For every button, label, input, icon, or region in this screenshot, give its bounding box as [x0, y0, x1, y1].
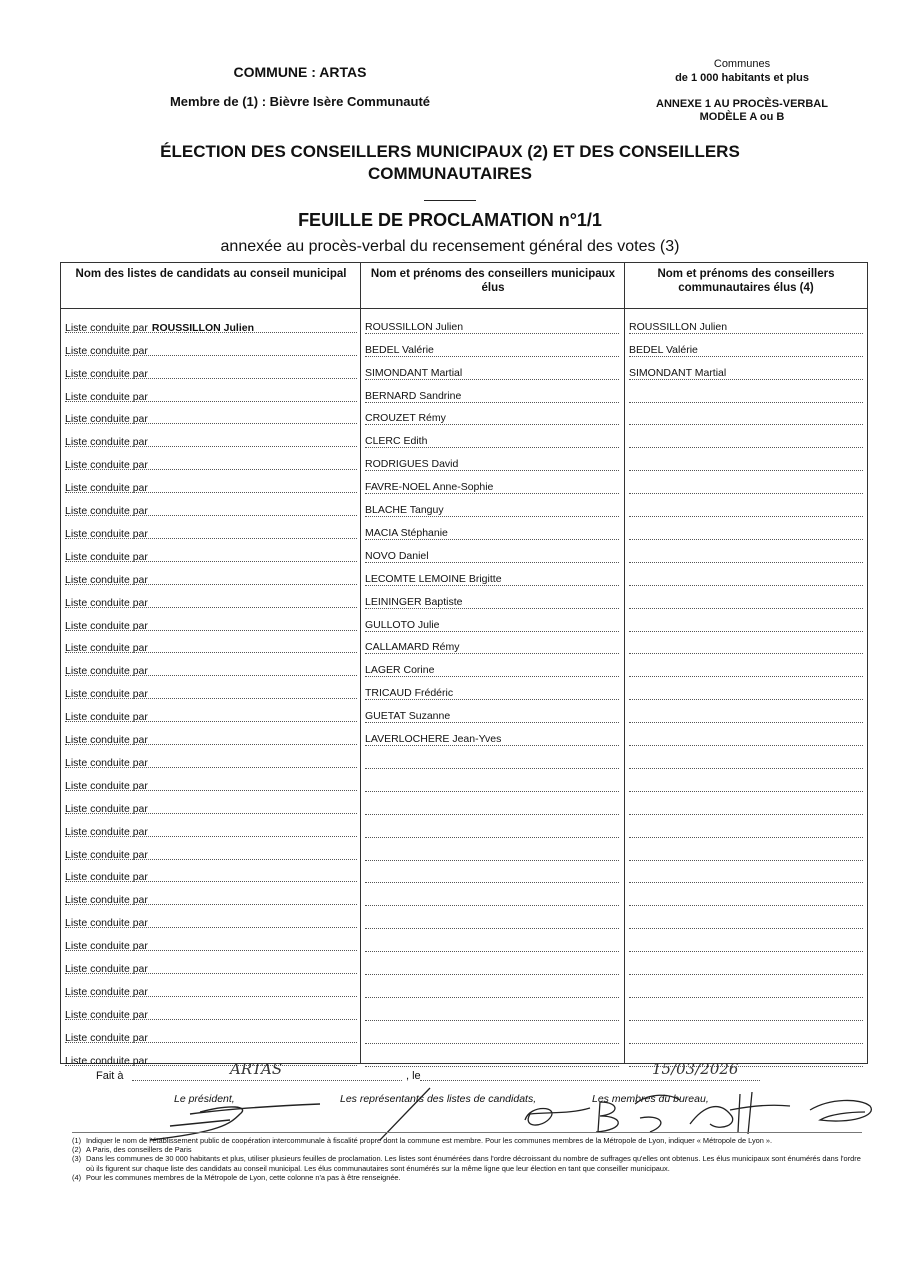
community-councillor-cell	[629, 1043, 863, 1044]
municipal-councillor-cell	[365, 1020, 619, 1021]
list-leader-cell	[65, 917, 357, 929]
table-row	[61, 336, 867, 359]
community-councillor-cell	[629, 1020, 863, 1021]
list-leader-cell	[65, 963, 357, 975]
list-leader-cell	[65, 528, 357, 540]
municipal-councillor-cell: LAVERLOCHERE Jean-Yves	[365, 733, 619, 746]
community-councillor-cell	[629, 928, 863, 929]
municipal-councillor-cell: CALLAMARD Rémy	[365, 641, 619, 654]
table-row	[61, 588, 867, 611]
footnote-text: Indiquer le nom de l'établissement public de coopération intercommunale à fiscalité propre dont la commune est membre. Pour les communes membres de la Métropole de Lyon, indiquer « Métropole de Lyon ».	[86, 1136, 773, 1145]
list-leader-cell	[65, 780, 357, 792]
list-leader-cell	[65, 871, 357, 883]
bureau-signatures	[525, 1092, 871, 1134]
list-leader-label: Liste conduite par	[65, 848, 148, 861]
list-leader-cell	[65, 826, 357, 838]
list-leader-label: Liste conduite par	[65, 871, 148, 884]
list-leader-cell	[65, 459, 357, 471]
list-leader-label: Liste conduite par	[65, 459, 148, 472]
footnote-number: (4)	[72, 1172, 82, 1182]
list-leader-name: ROUSSILLON Julien	[151, 321, 254, 334]
municipal-councillor-cell: NOVO Daniel	[365, 550, 619, 563]
feuille-title: FEUILLE DE PROCLAMATION n°1/1	[298, 210, 602, 230]
community-councillor-cell	[629, 722, 863, 723]
table-row	[61, 657, 867, 680]
list-leader-cell	[65, 551, 357, 563]
municipal-councillor-cell: GUETAT Suzanne	[365, 710, 619, 723]
list-leader-label: Liste conduite par	[65, 711, 148, 724]
list-leader-label: Liste conduite par	[65, 1008, 148, 1021]
community-councillor-cell	[629, 631, 863, 632]
table-row	[61, 473, 867, 496]
municipal-councillor-cell	[365, 928, 619, 929]
list-leader-cell	[65, 940, 357, 952]
municipal-councillor-cell: LAGER Corine	[365, 664, 619, 677]
list-leader-cell	[65, 345, 357, 357]
footnote-number: (3)	[72, 1154, 82, 1164]
municipal-councillor-cell: LECOMTE LEMOINE Brigitte	[365, 573, 619, 586]
table-row	[61, 382, 867, 405]
municipal-councillor-cell	[365, 882, 619, 883]
document-title-line2: COMMUNAUTAIRES	[367, 164, 532, 183]
municipal-councillor-cell: ROUSSILLON Julien	[365, 321, 619, 334]
table-row	[61, 908, 867, 931]
table-row	[61, 886, 867, 909]
community-councillor-cell	[629, 402, 863, 403]
community-councillor-cell	[629, 447, 863, 448]
community-councillor-cell	[629, 814, 863, 815]
municipal-councillor-cell	[365, 814, 619, 815]
table-row	[61, 1023, 867, 1046]
list-leader-label: Liste conduite par	[65, 825, 148, 838]
list-leader-label: Liste conduite par	[65, 413, 148, 426]
municipal-councillor-cell: FAVRE-NOEL Anne-Sophie	[365, 481, 619, 494]
municipal-councillor-cell: GULLOTO Julie	[365, 619, 619, 632]
community-councillor-cell	[629, 470, 863, 471]
list-leader-cell	[65, 849, 357, 861]
list-leader-cell	[65, 665, 357, 677]
header-communautaires: Nom et prénoms des conseillers communautaires élus (4)	[657, 268, 835, 294]
list-leader-label: Liste conduite par	[65, 596, 148, 609]
community-councillor-cell	[629, 562, 863, 563]
president-signature	[150, 1104, 320, 1140]
list-leader-cell	[65, 413, 357, 425]
annexe-label: ANNEXE 1 AU PROCÈS-VERBAL	[656, 98, 828, 110]
list-leader-label: Liste conduite par	[65, 779, 148, 792]
list-leader-label: Liste conduite par	[65, 756, 148, 769]
municipal-councillor-cell: CROUZET Rémy	[365, 412, 619, 425]
community-councillor-cell	[629, 974, 863, 975]
membres-bureau-label: Les membres du bureau,	[592, 1093, 709, 1105]
list-leader-label: Liste conduite par	[65, 619, 148, 632]
representants-label: Les représentants des listes de candidats,	[340, 1093, 537, 1105]
municipal-councillor-cell: TRICAUD Frédéric	[365, 687, 619, 700]
list-leader-cell	[65, 757, 357, 769]
list-leader-label: Liste conduite par	[65, 527, 148, 540]
list-leader-label: Liste conduite par	[65, 573, 148, 586]
list-leader-cell	[65, 688, 357, 700]
municipal-councillor-cell: BEDEL Valérie	[365, 344, 619, 357]
municipal-councillor-cell	[365, 860, 619, 861]
membre-epci: Membre de (1) : Bièvre Isère Communauté	[169, 94, 431, 109]
list-leader-cell	[65, 482, 357, 494]
table-row	[61, 405, 867, 428]
table-row	[61, 634, 867, 657]
table-row	[61, 313, 867, 336]
municipal-councillor-cell	[365, 974, 619, 975]
community-councillor-cell	[629, 676, 863, 677]
municipal-councillor-cell: CLERC Edith	[365, 435, 619, 448]
list-leader-label: Liste conduite par	[65, 894, 148, 907]
municipal-councillor-cell: SIMONDANT Martial	[365, 367, 619, 380]
community-councillor-cell	[629, 745, 863, 746]
table-row	[61, 794, 867, 817]
municipal-councillor-cell	[365, 951, 619, 952]
list-leader-label: Liste conduite par	[65, 688, 148, 701]
community-councillor-cell: SIMONDANT Martial	[629, 367, 863, 380]
list-leader-label: Liste conduite par	[65, 550, 148, 563]
list-leader-label: Liste conduite par	[65, 665, 148, 678]
list-leader-cell	[65, 597, 357, 609]
list-leader-label: Liste conduite par	[65, 963, 148, 976]
list-leader-cell	[65, 1055, 357, 1067]
list-leader-label: Liste conduite par	[65, 321, 148, 334]
municipal-councillor-cell: RODRIGUES David	[365, 458, 619, 471]
list-leader-label: Liste conduite par	[65, 985, 148, 998]
community-councillor-cell	[629, 791, 863, 792]
list-leader-cell	[65, 986, 357, 998]
footnote-text: Dans les communes de 30 000 habitants et plus, utiliser plusieurs feuilles de proclamation. Les listes sont énumérées dans l'ordre décroissant du nombre de suffrages qu'elles ont obtenus. Les élus municipaux sont énumérés dans l'ordre où ils figurent sur chaque liste des candidats au conseil municipal. Les élus communautaires sont énumérés sur la même ligne que leur élection en tant que conseiller municipaux.	[86, 1154, 861, 1173]
list-leader-label: Liste conduite par	[65, 390, 148, 403]
municipal-councillor-cell	[365, 905, 619, 906]
table-header	[61, 263, 867, 309]
footnote-item	[72, 1173, 862, 1182]
community-councillor-cell	[629, 585, 863, 586]
footnote-item	[72, 1154, 862, 1172]
footnote-divider	[72, 1132, 862, 1133]
date-label: , le	[406, 1070, 421, 1082]
table-row	[61, 519, 867, 542]
community-councillor-cell	[629, 837, 863, 838]
table-row	[61, 702, 867, 725]
table-row	[61, 428, 867, 451]
proclamation-table	[60, 262, 868, 1067]
table-row	[61, 611, 867, 634]
modele-label: MODÈLE A ou B	[699, 111, 785, 123]
table-row	[61, 450, 867, 473]
municipal-councillor-cell: LEININGER Baptiste	[365, 596, 619, 609]
list-leader-label: Liste conduite par	[65, 642, 148, 655]
date-line	[420, 1080, 760, 1081]
list-leader-cell	[65, 1032, 357, 1044]
table-row	[61, 931, 867, 954]
fait-a-line	[132, 1080, 402, 1081]
annexee-subtitle: annexée au procès-verbal du recensement général des votes (3)	[220, 238, 680, 255]
community-councillor-cell	[629, 768, 863, 769]
communes-label: Communes	[713, 58, 771, 70]
list-leader-cell	[65, 322, 357, 334]
table-row	[61, 359, 867, 382]
table-row	[61, 1000, 867, 1023]
date-value: 15/03/2026	[652, 1060, 739, 1078]
list-leader-cell	[65, 574, 357, 586]
list-leader-cell	[65, 642, 357, 654]
municipal-councillor-cell	[365, 997, 619, 998]
table-row	[61, 771, 867, 794]
list-leader-label: Liste conduite par	[65, 505, 148, 518]
community-councillor-cell	[629, 997, 863, 998]
list-leader-label: Liste conduite par	[65, 917, 148, 930]
community-councillor-cell	[629, 608, 863, 609]
table-row	[61, 679, 867, 702]
list-leader-cell	[65, 803, 357, 815]
table-row	[61, 863, 867, 886]
footnote-number: (1)	[72, 1136, 82, 1145]
community-councillor-cell	[629, 882, 863, 883]
title-divider	[424, 200, 476, 201]
list-leader-label: Liste conduite par	[65, 802, 148, 815]
footnote-item	[72, 1136, 862, 1145]
table-row	[61, 977, 867, 1000]
municipal-councillor-cell: BERNARD Sandrine	[365, 390, 619, 403]
list-leader-cell	[65, 391, 357, 403]
municipal-councillor-cell	[365, 1043, 619, 1044]
list-leader-cell	[65, 368, 357, 380]
list-leader-cell	[65, 436, 357, 448]
list-leader-label: Liste conduite par	[65, 436, 148, 449]
table-row	[61, 542, 867, 565]
table-row	[61, 496, 867, 519]
community-councillor-cell: ROUSSILLON Julien	[629, 321, 863, 334]
list-leader-label: Liste conduite par	[65, 734, 148, 747]
list-leader-label: Liste conduite par	[65, 1031, 148, 1044]
commune-name: COMMUNE : ARTAS	[233, 64, 367, 80]
list-leader-cell	[65, 894, 357, 906]
municipal-councillor-cell: MACIA Stéphanie	[365, 527, 619, 540]
list-leader-cell	[65, 734, 357, 746]
footnote-item	[72, 1145, 862, 1154]
municipal-councillor-cell	[365, 837, 619, 838]
table-row	[61, 840, 867, 863]
footnote-text: Pour les communes membres de la Métropole de Lyon, cette colonne n'a pas à être renseignée.	[86, 1172, 401, 1182]
table-row	[61, 748, 867, 771]
community-councillor-cell	[629, 539, 863, 540]
list-leader-label: Liste conduite par	[65, 1054, 148, 1067]
list-leader-label: Liste conduite par	[65, 940, 148, 953]
community-councillor-cell	[629, 493, 863, 494]
list-leader-cell	[65, 1009, 357, 1021]
footnote-number: (2)	[72, 1145, 82, 1155]
table-row	[61, 1046, 867, 1069]
list-leader-label: Liste conduite par	[65, 482, 148, 495]
community-councillor-cell: BEDEL Valérie	[629, 344, 863, 357]
handwritten-signatures	[130, 1084, 890, 1144]
table-row	[61, 725, 867, 748]
fait-a-place: ARTAS	[230, 1060, 283, 1078]
header-municipaux: Nom et prénoms des conseillers municipaux élus	[370, 268, 616, 294]
list-leader-label: Liste conduite par	[65, 367, 148, 380]
list-leader-cell	[65, 711, 357, 723]
municipal-councillor-cell	[365, 768, 619, 769]
community-councillor-cell	[629, 905, 863, 906]
community-councillor-cell	[629, 860, 863, 861]
community-councillor-cell	[629, 699, 863, 700]
table-row	[61, 954, 867, 977]
communes-subtitle: de 1 000 habitants et plus	[675, 72, 809, 84]
header-listes: Nom des listes de candidats au conseil municipal	[75, 268, 347, 280]
municipal-councillor-cell: BLACHE Tanguy	[365, 504, 619, 517]
table-row	[61, 565, 867, 588]
document-title-line1: ÉLECTION DES CONSEILLERS MUNICIPAUX (2) ET DES CONSEILLERS	[160, 142, 740, 161]
list-leader-label: Liste conduite par	[65, 344, 148, 357]
table-row	[61, 817, 867, 840]
municipal-councillor-cell	[365, 1066, 619, 1067]
footnote-text: A Paris, des conseillers de Paris	[86, 1145, 192, 1155]
president-label: Le président,	[174, 1093, 235, 1105]
community-councillor-cell	[629, 951, 863, 952]
footnotes	[72, 1136, 862, 1182]
list-leader-cell	[65, 620, 357, 632]
community-councillor-cell	[629, 516, 863, 517]
fait-a-label: Fait à	[96, 1070, 124, 1082]
list-leader-cell	[65, 505, 357, 517]
municipal-councillor-cell	[365, 791, 619, 792]
community-councillor-cell	[629, 653, 863, 654]
community-councillor-cell	[629, 424, 863, 425]
